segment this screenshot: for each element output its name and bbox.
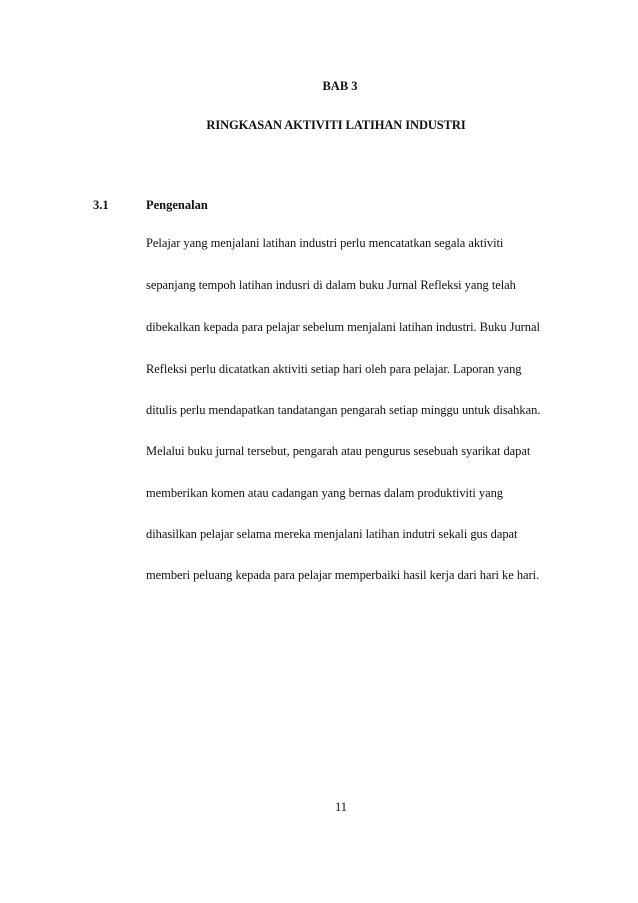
paragraph-line: ditulis perlu mendapatkan tandatangan pengarah setiap minggu untuk disahkan. [146,403,541,417]
section-title: Pengenalan [146,198,208,212]
chapter-number: BAB 3 [322,79,358,93]
paragraph-line: memberikan komen atau cadangan yang bernas dalam produktiviti yang [146,486,503,500]
paragraph-line: Melalui buku jurnal tersebut, pengarah atau pengurus sesebuah syarikat dapat [146,444,531,458]
paragraph-line: memberi peluang kepada para pelajar memperbaiki hasil kerja dari hari ke hari. [146,568,540,582]
section-number: 3.1 [93,198,109,212]
page-number: 11 [334,800,348,814]
paragraph-line: dihasilkan pelajar selama mereka menjalani latihan indutri sekali gus dapat [146,527,518,541]
paragraph-line: dibekalkan kepada para pelajar sebelum menjalani latihan industri. Buku Jurnal [146,320,540,334]
chapter-title: RINGKASAN AKTIVITI LATIHAN INDUSTRI [206,118,466,132]
paragraph-line: sepanjang tempoh latihan indusri di dalam buku Jurnal Refleksi yang telah [146,278,516,292]
paragraph-line: Refleksi perlu dicatatkan aktiviti setiap hari oleh para pelajar. Laporan yang [146,362,522,376]
paragraph-line: Pelajar yang menjalani latihan industri perlu mencatatkan segala aktiviti [146,236,504,250]
